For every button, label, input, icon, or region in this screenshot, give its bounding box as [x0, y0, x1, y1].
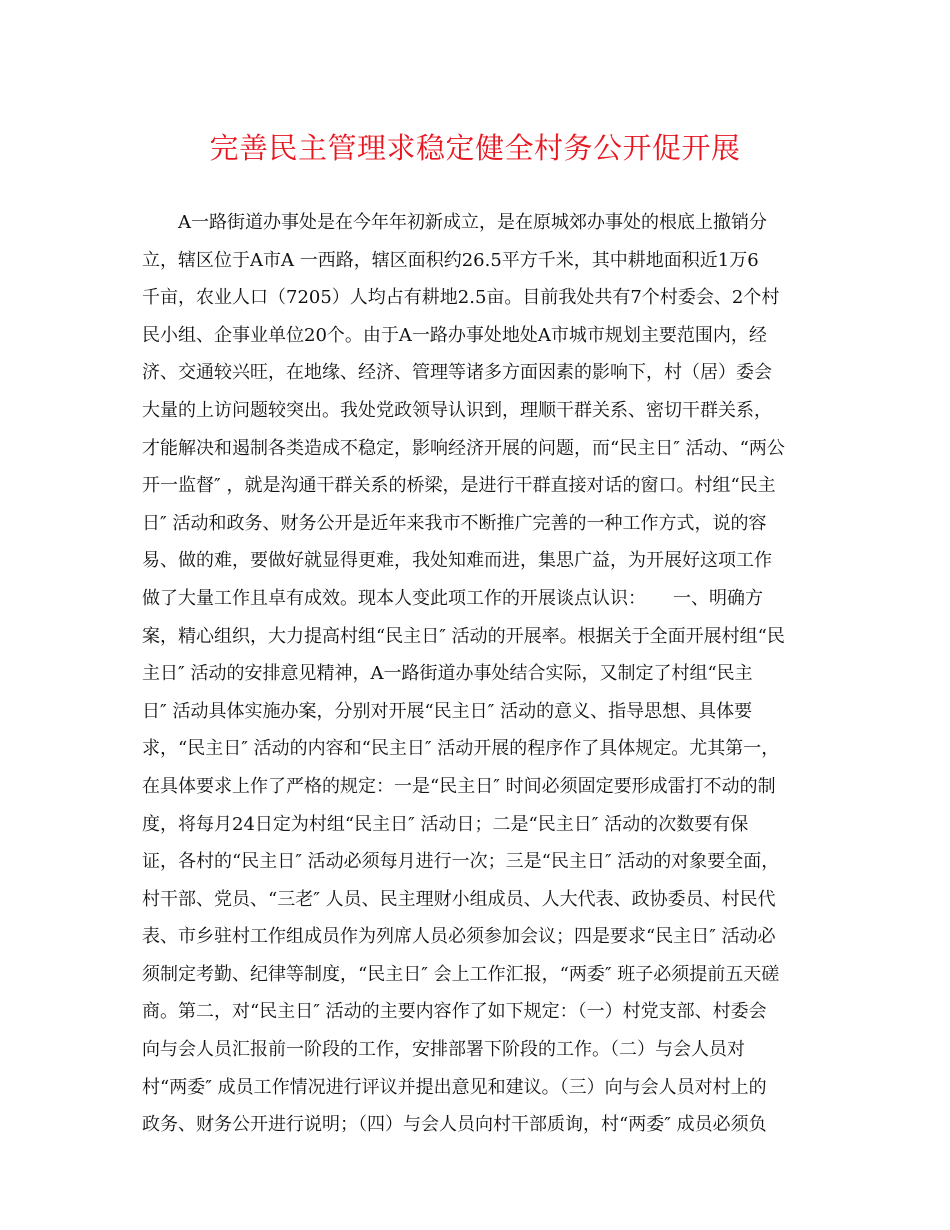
paragraph-line: 开一监督″ ，就是沟通干群关系的桥梁，是进行干群直接对话的窗口。村组“民主 — [142, 475, 776, 497]
paragraph-line: 须制定考勤、纪律等制度，“民主日″ 会上工作汇报，“两委″ 班子必须提前五天磋 — [142, 963, 780, 985]
document-title: 完善民主管理求稳定健全村务公开促开展 — [209, 131, 741, 165]
paragraph-line: 日″ 活动具体实施办案，分别对开展“民主日″ 活动的意义、指导思想、具体要 — [142, 700, 753, 722]
paragraph-line: 民小组、企事业单位20个。由于A一路办事处地处A市城市规划主要范围内，经 — [142, 324, 767, 346]
paragraph-line: 日″ 活动和政务、财务公开是近年来我市不断推广完善的一种工作方式，说的容 — [142, 512, 767, 534]
paragraph-line: 证，各村的“民主日″ 活动必须每月进行一次；三是“民主日″ 活动的对象要全面， — [142, 851, 780, 873]
paragraph-line: 大量的上访问题较突出。我处党政领导认识到，理顺干群关系、密切干群关系， — [142, 399, 772, 421]
paragraph-line: 求，“民主日″ 活动的内容和“民主日″ 活动开展的程序作了具体规定。尤其第一， — [142, 738, 780, 760]
paragraph-line: 在具体要求上作了严格的规定：一是“民主日″ 时间必须固定要形成雷打不动的制 — [142, 775, 776, 797]
paragraph-line: 立，辖区位于A市A 一西路，辖区面积约26.5平方千米，其中耕地面积近1万6 — [142, 249, 759, 271]
paragraph-line: 政务、财务公开进行说明；（四）与会人员向村干部质询，村“两委″ 成员必须负 — [142, 1114, 767, 1136]
paragraph-line: 商。第二，对“民主日″ 活动的主要内容作了如下规定：（一）村党支部、村委会 — [142, 1001, 767, 1023]
paragraph-line: 向与会人员汇报前一阶段的工作，安排部署下阶段的工作。（二）与会人员对 — [142, 1039, 745, 1061]
paragraph-line: 主日″ 活动的安排意见精神，A一路街道办事处结合实际，又制定了村组“民主 — [142, 663, 753, 685]
paragraph-line: A一路街道办事处是在今年年初新成立，是在原城郊办事处的根底上撤销分 — [178, 212, 767, 233]
paragraph-line: 济、交通较兴旺，在地缘、经济、管理等诸多方面因素的影响下，村（居）委会 — [142, 362, 772, 384]
paragraph-line: 度，将每月24日定为村组“民主日″ 活动日；二是“民主日″ 活动的次数要有保 — [142, 813, 749, 835]
paragraph-line: 做了大量工作且卓有成效。现本人变此项工作的开展谈点认识： 一、明确方 — [142, 587, 763, 609]
paragraph-line: 才能解决和遏制各类造成不稳定，影响经济开展的问题，而“民主日″ 活动、“两公 — [142, 437, 785, 459]
paragraph-line: 案，精心组织，大力提高村组“民主日″ 活动的开展率。根据关于全面开展村组“民 — [142, 625, 785, 647]
document-body — [142, 204, 822, 1144]
paragraph-line: 表、市乡驻村工作组成员作为列席人员必须参加会议；四是要求“民主日″ 活动必 — [142, 926, 776, 948]
paragraph-line: 千亩，农业人口（7205）人均占有耕地2.5亩。目前我处共有7个村委会、2个村 — [142, 287, 780, 309]
paragraph-line: 村“两委″ 成员工作情况进行评议并提出意见和建议。（三）向与会人员对村上的 — [142, 1076, 767, 1098]
paragraph-line: 村干部、党员、“三老″ 人员、民主理财小组成员、人大代表、政协委员、村民代 — [142, 888, 776, 910]
paragraph-line: 易、做的难，要做好就显得更难，我处知难而进，集思广益，为开展好这项工作 — [142, 550, 772, 572]
